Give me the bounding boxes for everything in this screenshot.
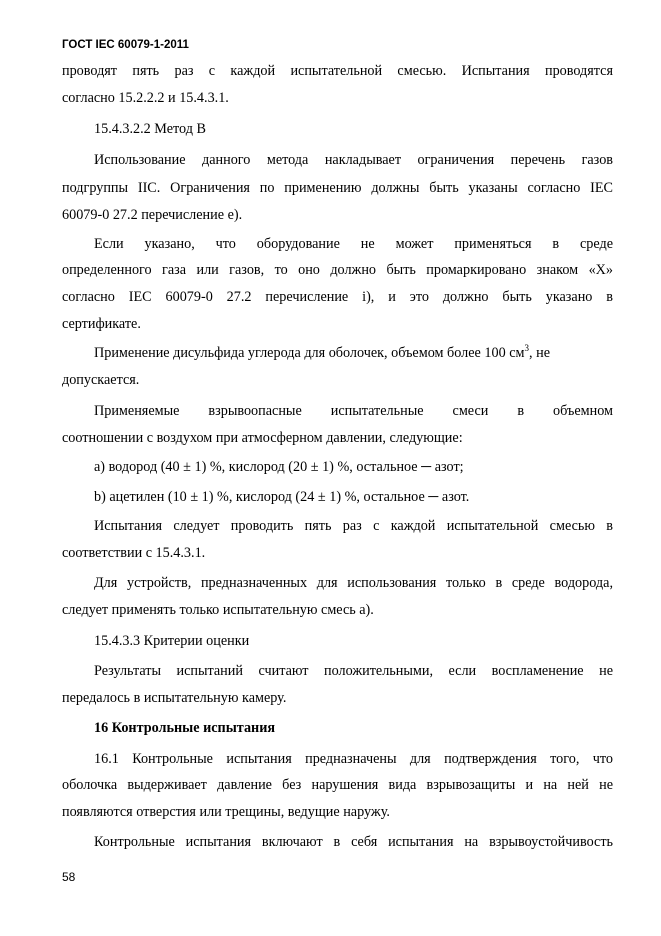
text-line: согласно IEC 60079-0 27.2 перечисление i), и это должно быть указано в (62, 289, 613, 305)
text-line: сертификате. (62, 316, 141, 332)
text-line: соотношении с воздухом при атмосферном давлении, следующие: (62, 430, 463, 446)
text-line: Применяемые взрывоопасные испытательные смеси в объемном (94, 403, 613, 419)
text-line: 60079-0 27.2 перечисление e). (62, 207, 243, 223)
text-line: соответствии с 15.4.3.1. (62, 545, 206, 561)
text-line: Испытания следует проводить пять раз с каждой испытательной смесью в (94, 518, 613, 534)
text-line: Использование данного метода накладывает ограничения перечень газов (94, 152, 613, 168)
section-heading: 15.4.3.2.2 Метод B (94, 121, 206, 137)
text-line: следует применять только испытательную смесь a). (62, 602, 374, 618)
text-line: подгруппы IIC. Ограничения по применению должны быть указаны согласно IEC (62, 180, 613, 196)
section-title: 16 Контрольные испытания (94, 720, 276, 736)
superscript: 3 (524, 343, 530, 353)
text-line: согласно 15.2.2.2 и 15.4.3.1. (62, 90, 229, 106)
text-line: Результаты испытаний считают положительными, если воспламенение не (94, 663, 613, 679)
text-line: определенного газа или газов, то оно должно быть промаркировано знаком «X» (62, 262, 613, 278)
text-line: Если указано, что оборудование не может применяться в среде (94, 236, 613, 252)
list-item: b) ацетилен (10 ± 1) %, кислород (24 ± 1) %, остальное ─ азот. (94, 489, 470, 505)
text-line: допускается. (62, 372, 140, 388)
text-segment: , не (529, 345, 550, 361)
list-item: a) водород (40 ± 1) %, кислород (20 ± 1) %, остальное ─ азот; (94, 459, 464, 475)
text-line: передалось в испытательную камеру. (62, 690, 287, 706)
text-segment: Применение дисульфида углерода для оболочек, объемом более 100 см (94, 345, 525, 361)
text-line: оболочка выдерживает давление без нарушения вида взрывозащиты и на ней не (62, 777, 613, 793)
text-line: Для устройств, предназначенных для использования только в среде водорода, (94, 575, 613, 591)
page-number: 58 (62, 870, 76, 884)
text-line: 16.1 Контрольные испытания предназначены для подтверждения того, что (94, 751, 613, 767)
text-line: проводят пять раз с каждой испытательной смесью. Испытания проводятся (62, 63, 613, 79)
document-header: ГОСТ IEC 60079-1-2011 (62, 39, 189, 51)
text-line: появляются отверстия или трещины, ведущие наружу. (62, 804, 390, 820)
text-line (94, 345, 613, 362)
section-heading: 15.4.3.3 Критерии оценки (94, 633, 250, 649)
text-line: Контрольные испытания включают в себя испытания на взрывоустойчивость (94, 834, 613, 850)
